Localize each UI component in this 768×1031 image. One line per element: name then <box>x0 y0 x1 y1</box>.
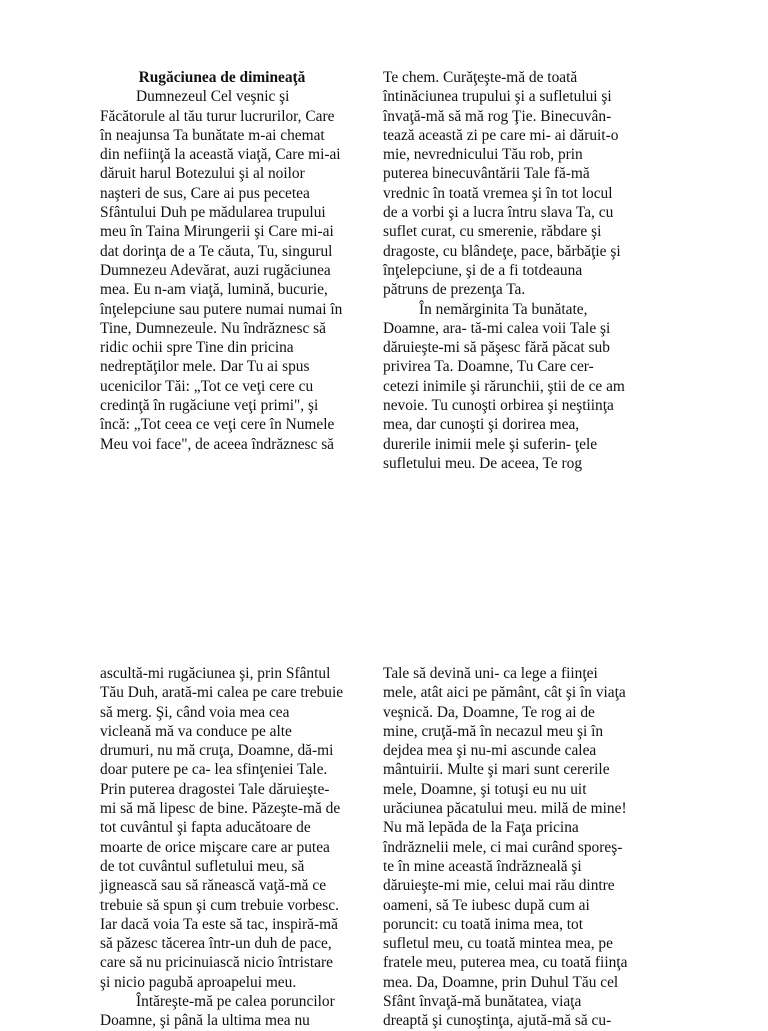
page1-left-column <box>100 68 350 454</box>
page2-left-text-b: Întăreşte-mă pe calea poruncilor Doamne, şi până la ultima mea nu <box>100 993 335 1030</box>
page2-right-column <box>383 664 633 1031</box>
page1-left-text: Dumnezeul Cel veşnic şi Făcătorule al tău turur lucrurilor, Care în neajunsa Ta bunătate m-ai chemat din nefiinţă la această viaţă, Care mi-ai dăruit harul Botezului şi al noilor naşteri de sus, Care ai pus pecetea Sfântului Duh pe mădularea trupului meu în Taina Mirungerii şi Care mi-ai dat dorinţa de a Te căuta, Tu, singurul Dumnezeu Adevărat, auzi rugăciunea mea. Eu n-am viaţă, lumină, bucurie, înţelepciune sau putere numai numai în Tine, Dumnezeule. Nu îndrăznesc să ridic ochii spre Tine din pricina nedreptăţilor mele. Dar Tu ai spus ucenicilor Tăi: „Tot ce veţi cere cu credinţă în rugăciune veţi primi", şi încă: „Tot ceea ce veţi cere în Numele Meu voi face", de aceea îndrăznesc să <box>100 88 343 453</box>
page2-right-text: Tale să devină uni- ca lege a fiinţei mele, atât aici pe pământ, cât şi în viaţa veşnică. Da, Doamne, Te rog ai de mine, cruţă-mă în necazul meu şi în dejdea mea şi nu-mi ascunde calea mântuirii. Multe şi mari sunt cererile mele, Doamne, şi totuşi eu nu uit urăciunea păcatului meu. milă de mine! Nu mă lepăda de la Faţa pricina îndrăznelii mele, ci mai curând sporeş- te în mine această îndrăzneală şi dăruieşte-mi mie, celui mai rău dintre oameni, să Te iubesc după cum ai poruncit: cu toată inima mea, tot sufletul meu, cu toată mintea mea, pe fratele meu, puterea mea, cu toată fiinţa mea. Da, Doamne, prin Duhul Tău cel Sfânt învaţă-mă bunătatea, viaţa dreaptă şi cunoştinţa, ajută-mă să cu- <box>383 665 628 1030</box>
page1-right-text-b: În nemărginita Ta bunătate, Doamne, ara- tă-mi calea voii Tale şi dăruieşte-mi să păşesc fără păcat sub privirea Ta. Doamne, Tu Care cer- cetezi inimile şi rărunchii, ştii de ce am nevoie. Tu cunoşti orbirea şi neştiinţa mea, dar cunoşti şi dorirea mea, durerile inimii mele şi suferin- ţele sufletului meu. De aceea, Te rog <box>383 300 625 472</box>
page2-left-text-a: ascultă-mi rugăciunea şi, prin Sfântul Tău Duh, arată-mi calea pe care trebuie să merg. Şi, când voia mea cea vicleană mă va conduce pe alte drumuri, nu mă cruţa, Doamne, dă-mi doar putere pe ca- lea sfinţeniei Tale. Prin puterea dragostei Tale dăruieşte- mi să mă lipesc de bine. Păzeşte-mă de tot cuvântul şi fapta aducătoare de moarte de orice mişcare care ar putea de tot cuvântul sufletului meu, să jignească sau să rănească vaţă-mă ce trebuie să spun şi cum trebuie vorbesc. Iar dacă voia Ta este să tac, inspiră-mă să păzesc tăcerea într-un duh de pace, care să nu pricinuiască nicio întristare şi nicio pagubă aproapelui meu. <box>100 665 344 991</box>
page2-left-column <box>100 664 350 1031</box>
prayer-title: Rugăciunea de dimineaţă <box>138 69 306 86</box>
page1-right-text-a: Te chem. Curăţeşte-mă de toată întinăciunea trupului şi a sufletului şi învaţă-mă să mă rog Ţie. Binecuvân- tează această zi pe care mi- ai dăruit-o mie, nevrednicului Tău rob, prin puterea binecuvântării Tale fă-mă vrednic în toată vremea şi în tot locul de a vorbi şi a lucra întru slava Ta, cu suflet curat, cu smerenie, răbdare şi dragoste, cu blândeţe, pace, bărbăţie şi înţelepciune, şi de a fi totdeauna pătruns de prezenţa Ta. <box>383 69 621 299</box>
page1-right-column <box>383 68 633 473</box>
